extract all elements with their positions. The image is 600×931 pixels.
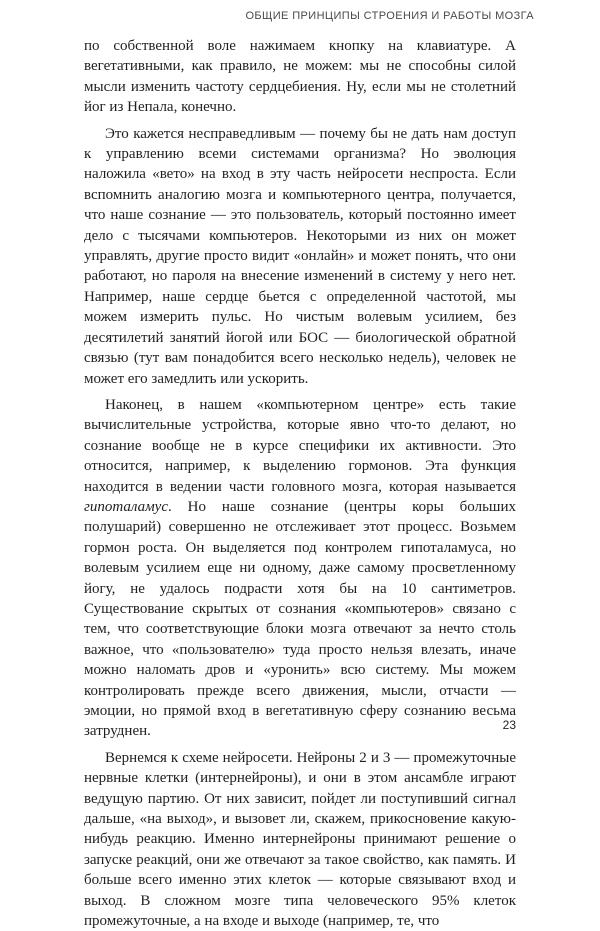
paragraph-3-part-1: Наконец, в нашем «компьютерном центре» есть такие вычислительные устройства, которые явно что-то делают, но сознание вообще не в курсе специфики их активности. Это относится, например, к выделению гормонов. Эта функция находится в ведении части головного мозга, которая называется [84,396,516,495]
term-hypothalamus: гипоталамус [84,498,168,515]
running-header: ОБЩИЕ ПРИНЦИПЫ СТРОЕНИЯ И РАБОТЫ МОЗГА [245,10,534,22]
paragraph-3-part-2: . Но наше сознание (центры коры больших полушарий) совершенно не отслеживает этот процесс. Возьмем гормон роста. Он выделяется под контролем гипоталамуса, но волевым усилием еще ни одному, даже самому просветленному йогу, не удалось подрасти хотя бы на 10 сантиметров. Существование скрытых от сознания «компьютеров» связано с тем, что соответствующие блоки мозга отвечают за нечто столь важное, что «пользователю» туда просто нельзя влезать, иначе можно наломать дров и «уронить» всю систему. Мы можем контролировать прежде всего движения, мысли, отчасти — эмоции, но прямой вход в вегетативную сферу сознанию весьма затруднен. [84,498,516,740]
paragraph-3 [84,395,516,742]
body-text [84,36,516,931]
paragraph-2: Это кажется несправедливым — почему бы не дать нам доступ к управлению всеми системами организма? Но эволюция наложила «вето» на вход в эту часть нейросети неспроста. Если вспомнить аналогию мозга и компьютерного центра, получается, что наше сознание — это пользователь, который постоянно имеет дело с тысячами компьютеров. Некоторыми из них он может управлять, другие просто видит «онлайн» и может понять, что они работают, но пароля на внесение изменений в систему у него нет. Например, наше сердце бьется с определенной частотой, мы можем измерить пульс. Но чистым волевым усилием, без десятилетий занятий йогой или БОС — биологической обратной связью (тут вам понадобится всего несколько недель), человек не может его замедлить или ускорить. [84,125,516,387]
paragraph-1: по собственной воле нажимаем кнопку на клавиатуре. А вегетативными, как правило, не можем: мы не способны силой мысли изменить частоту сердцебиения. Ну, если мы не столетний йог из Непала, конечно. [84,38,516,116]
paragraph-4: Вернемся к схеме нейросети. Нейроны 2 и 3 — промежуточные нервные клетки (интернейроны), и они в этом ансамбле играют ведущую партию. От них зависит, пойдет ли поступивший сигнал дальше, «на выход», и вызовет ли, скажем, прикосновение какую-нибудь реакцию. Именно интернейроны принимают решение о запуске реакций, они же отвечают за такое свойство, как память. И больше всего именно этих клеток — которые связывают вход и выход. В сложном мозге типа человеческого 95% клеток промежуточные, а на входе и выходе (например, те, что [84,749,516,930]
page-number: 23 [502,718,516,732]
